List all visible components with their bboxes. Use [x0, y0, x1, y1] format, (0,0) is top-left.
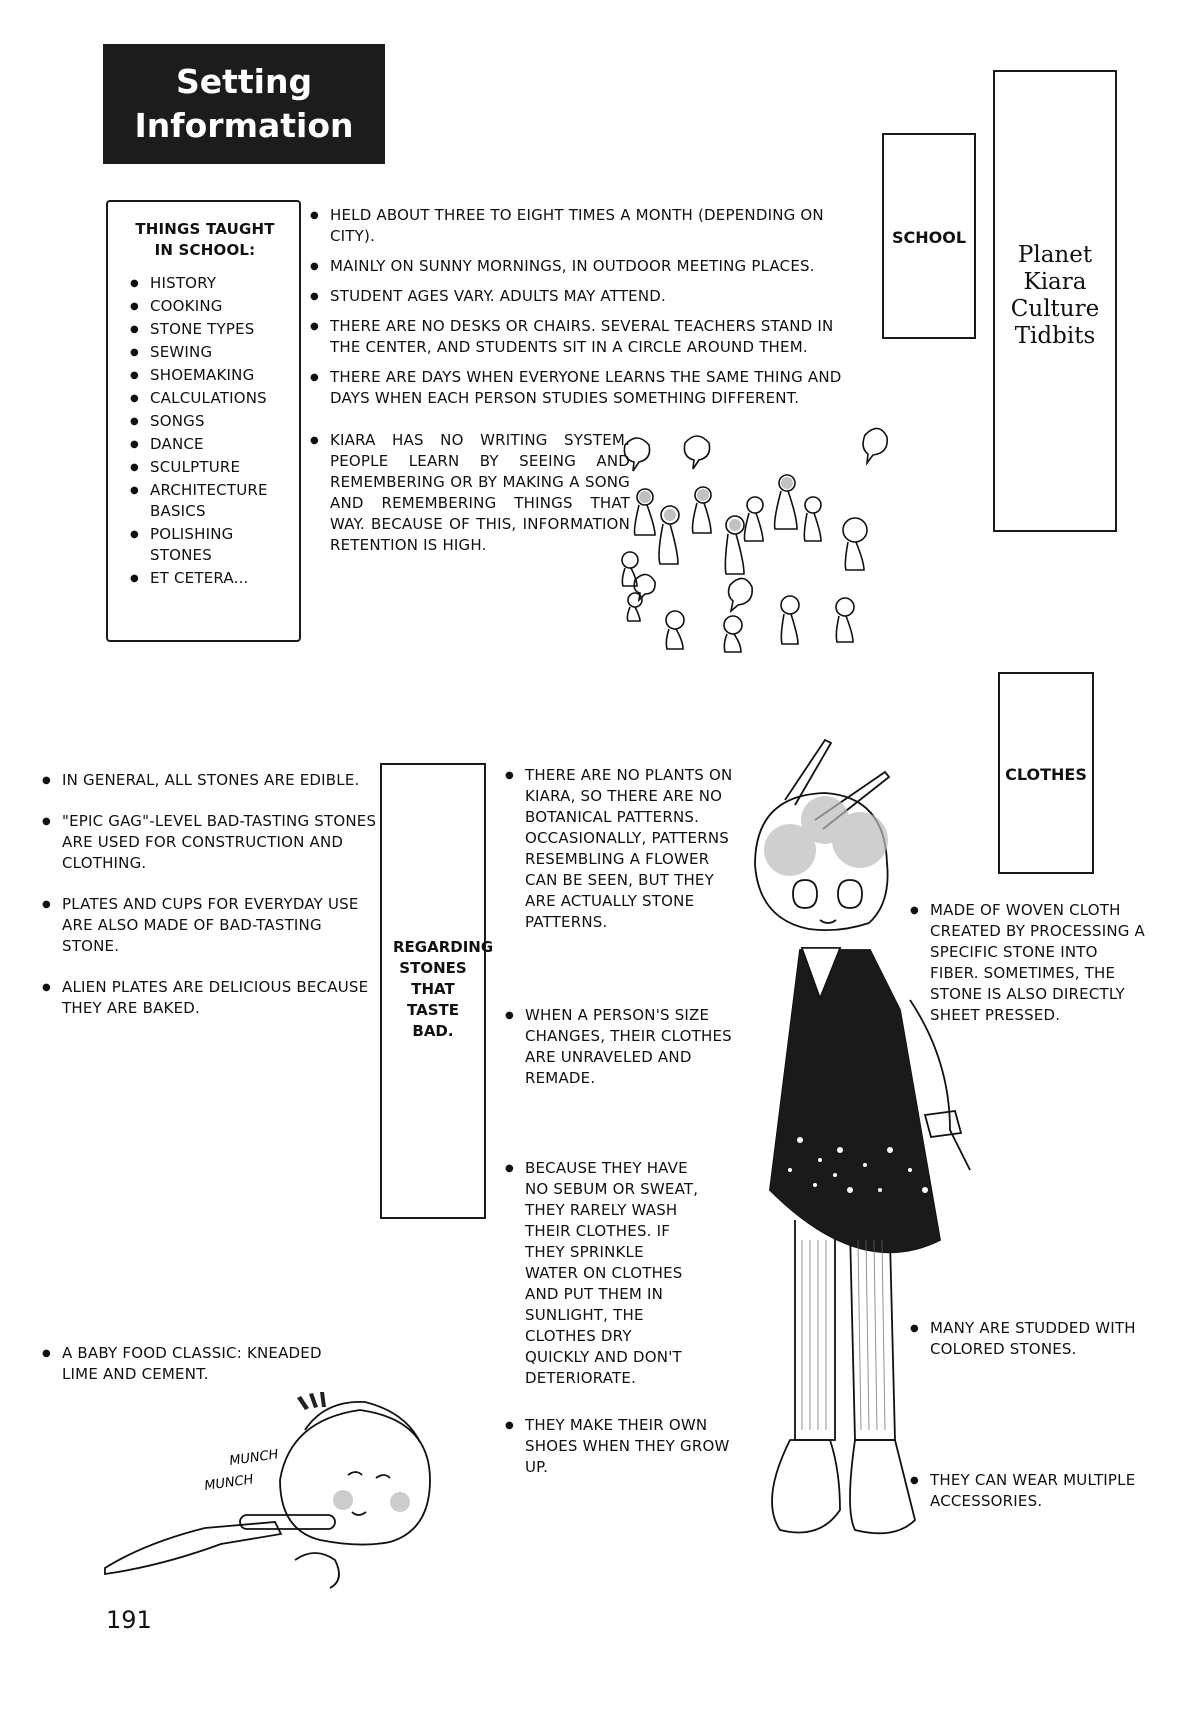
side-title-line-1: Planet	[1017, 242, 1093, 268]
clothes-note-stones	[910, 1318, 1145, 1360]
clothes-note-fabric	[910, 900, 1145, 1026]
page-number: 191	[106, 1606, 152, 1634]
school-note-item: ● THERE ARE NO DESKS OR CHAIRS. SEVERAL TEACHERS STAND IN THE CENTER, AND STUDENTS SIT IN A CIRCLE AROUND THEM.	[310, 316, 865, 358]
clothes-note-accessories-text: THEY CAN WEAR MULTIPLE ACCESSORIES.	[930, 1471, 1136, 1510]
writing-system-text: KIARA HAS NO WRITING SYSTEM. PEOPLE LEARN BY SEEING AND REMEMBERING OR BY MAKING A SONG AND REMEMBERING THINGS THAT WAY. BECAUSE OF THIS, INFORMATION RETENTION IS HIGH.	[330, 431, 630, 554]
school-note-item: ● THERE ARE DAYS WHEN EVERYONE LEARNS THE SAME THING AND DAYS WHEN EACH PERSON STUDIES SOMETHING DIFFERENT.	[310, 367, 865, 409]
taught-subject-item: ● ET CETERA...	[130, 568, 290, 589]
baby-eating-illustration	[100, 1390, 470, 1590]
title-line-2: Information	[134, 106, 354, 145]
side-title-line-4: Tidbits	[1014, 323, 1096, 349]
things-taught-heading: THINGS TAUGHT IN SCHOOL:	[135, 220, 275, 259]
things-taught-box	[106, 200, 301, 642]
clothes-note-accessories	[910, 1470, 1145, 1512]
taught-subject-item: ● POLISHING STONES	[130, 524, 290, 566]
clothes-note-washing	[505, 1158, 700, 1389]
stones-label: REGARDING STONES THAT TASTE BAD.	[393, 938, 494, 1040]
baby-food-text: A BABY FOOD CLASSIC: KNEADED LIME AND CEMENT.	[62, 1344, 322, 1383]
girl-in-dress-illustration	[690, 720, 990, 1590]
school-note-item: ● HELD ABOUT THREE TO EIGHT TIMES A MONTH (DEPENDING ON CITY).	[310, 205, 865, 247]
taught-subject-item: ● STONE TYPES	[130, 319, 290, 340]
sfx-munch-1: MUNCH	[228, 1447, 280, 1469]
taught-subject-item: ● DANCE	[130, 434, 290, 455]
clothes-note-fabric-text: MADE OF WOVEN CLOTH CREATED BY PROCESSING A SPECIFIC STONE INTO FIBER. SOMETIMES, THE STONE IS ALSO DIRECTLY SHEET PRESSED.	[930, 901, 1145, 1024]
clothes-label: CLOTHES	[1005, 765, 1087, 784]
title-line-1: Setting	[175, 62, 313, 101]
school-note-item: ● STUDENT AGES VARY. ADULTS MAY ATTEND.	[310, 286, 865, 307]
clothes-note-stones-text: MANY ARE STUDDED WITH COLORED STONES.	[930, 1319, 1136, 1358]
stones-note-item: ● ALIEN PLATES ARE DELICIOUS BECAUSE THEY ARE BAKED.	[42, 977, 382, 1019]
side-title-line-3: Culture	[1010, 296, 1100, 322]
taught-subject-item: ● ARCHITECTURE BASICS	[130, 480, 290, 522]
school-note-item: ● MAINLY ON SUNNY MORNINGS, IN OUTDOOR MEETING PLACES.	[310, 256, 865, 277]
school-label: SCHOOL	[891, 228, 967, 247]
writing-system-note	[310, 430, 630, 556]
clothes-note-size-text: WHEN A PERSON'S SIZE CHANGES, THEIR CLOTHES ARE UNRAVELED AND REMADE.	[525, 1006, 732, 1087]
stones-note-item: ● "EPIC GAG"-LEVEL BAD-TASTING STONES ARE USED FOR CONSTRUCTION AND CLOTHING.	[42, 811, 382, 874]
school-label-box	[882, 133, 976, 339]
stones-label-box	[380, 763, 494, 1219]
school-notes	[310, 205, 865, 418]
taught-subject-item: ● SEWING	[130, 342, 290, 363]
taught-subject-item: ● COOKING	[130, 296, 290, 317]
taught-subject-item: ● SHOEMAKING	[130, 365, 290, 386]
clothes-note-patterns-text: THERE ARE NO PLANTS ON KIARA, SO THERE ARE NO BOTANICAL PATTERNS. OCCASIONALLY, PATTERNS RESEMBLING A FLOWER CAN BE SEEN, BUT THEY ARE ACTUALLY STONE PATTERNS.	[525, 766, 733, 931]
side-title-line-2: Kiara	[1023, 269, 1087, 295]
stones-note-item: ● IN GENERAL, ALL STONES ARE EDIBLE.	[42, 770, 382, 791]
things-taught-list	[130, 273, 290, 589]
clothes-label-box	[998, 672, 1094, 874]
stones-note-item: ● PLATES AND CUPS FOR EVERYDAY USE ARE ALSO MADE OF BAD-TASTING STONE.	[42, 894, 382, 957]
stones-notes	[42, 770, 382, 1039]
clothes-note-shoes-text: THEY MAKE THEIR OWN SHOES WHEN THEY GROW UP.	[525, 1416, 730, 1476]
taught-subject-item: ● SONGS	[130, 411, 290, 432]
side-title-box	[993, 70, 1117, 532]
baby-food-note	[42, 1343, 352, 1385]
taught-subject-item: ● HISTORY	[130, 273, 290, 294]
students-circle-illustration	[615, 425, 915, 655]
sfx-munch-2: MUNCH	[203, 1472, 255, 1494]
clothes-note-washing-text: BECAUSE THEY HAVE NO SEBUM OR SWEAT, THEY RARELY WASH THEIR CLOTHES. IF THEY SPRINKLE WATER ON CLOTHES AND PUT THEM IN SUNLIGHT, THE CLOTHES DRY QUICKLY AND DON'T DETERIORATE.	[525, 1159, 699, 1387]
taught-subject-item: ● SCULPTURE	[130, 457, 290, 478]
page-title	[103, 44, 385, 164]
taught-subject-item: ● CALCULATIONS	[130, 388, 290, 409]
